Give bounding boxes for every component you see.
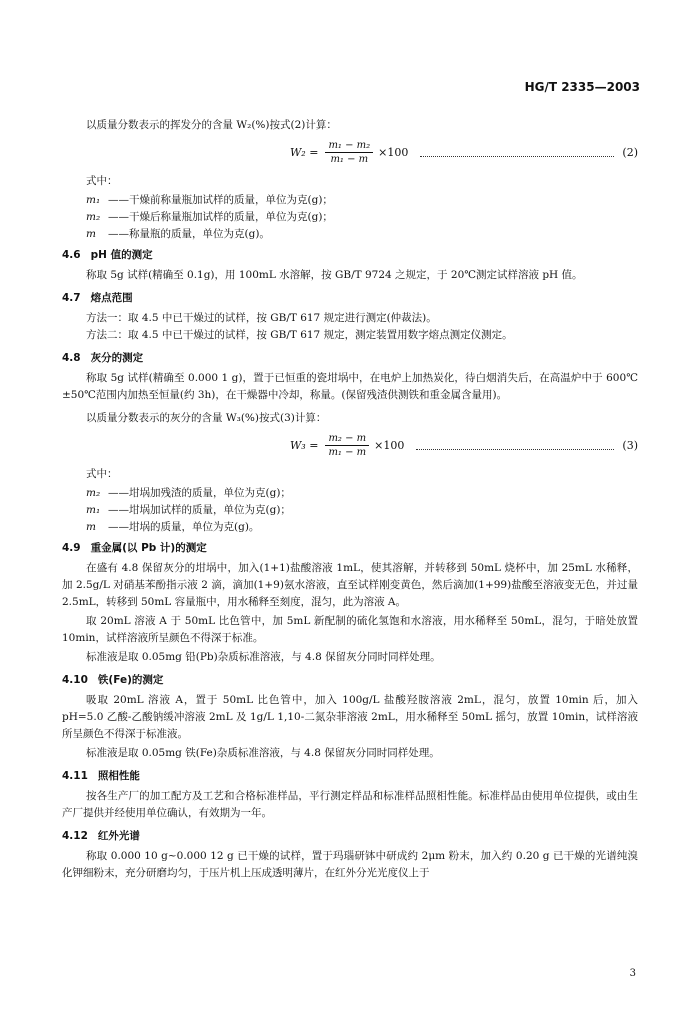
var-list xyxy=(86,485,638,536)
ash-intro: 以质量分数表示的灰分的含量 W₃(%)按式(3)计算： xyxy=(86,412,327,424)
section-title: 铁(Fe)的测定 xyxy=(97,674,164,686)
var-desc: ——坩埚的质量，单位为克(g)。 xyxy=(108,521,260,533)
formula-2-numerator: m₁ − m₂ xyxy=(325,140,373,153)
section-heading xyxy=(62,350,638,366)
var-item xyxy=(86,226,638,243)
formula-2-number: (2) xyxy=(622,146,638,159)
var-desc: ——坩埚加残渣的质量，单位为克(g)； xyxy=(108,487,291,499)
section-title: pH 值的测定 xyxy=(90,249,153,261)
section-number: 4.12 xyxy=(62,830,88,842)
var-symbol: m₁ xyxy=(86,504,101,516)
formula-3-number: (3) xyxy=(622,439,638,452)
page-number: 3 xyxy=(629,968,636,979)
leader-dots xyxy=(420,148,614,157)
formula-2 xyxy=(62,140,638,165)
section-heading xyxy=(62,672,638,688)
var-list xyxy=(86,192,638,243)
var-desc: ——称量瓶的质量，单位为克(g)。 xyxy=(108,228,270,240)
var-item xyxy=(86,209,638,226)
var-item xyxy=(86,485,638,502)
formula-3 xyxy=(62,433,638,458)
section-title: 红外光谱 xyxy=(97,830,140,842)
var-desc: ——干燥前称量瓶加试样的质量，单位为克(g)； xyxy=(108,194,333,206)
var-item xyxy=(86,192,638,209)
var-symbol: m₁ xyxy=(86,194,101,206)
paragraph: 标准液是取 0.05mg 铁(Fe)杂质标准溶液，与 4.8 保留灰分同时同样处理。 xyxy=(86,747,440,759)
formula-2-lhs: W₂ = xyxy=(290,146,319,159)
standard-code: HG/T 2335—2003 xyxy=(524,80,640,94)
section-heading xyxy=(62,828,638,844)
section-number: 4.6 xyxy=(62,249,81,261)
paragraph: 按各生产厂的加工配方及工艺和合格标准样品，平行测定样品和标准样品照相性能。标准样品由使用单位提供，或由生产厂提供并经使用单位确认，有效期为一年。 xyxy=(62,790,638,819)
page-body xyxy=(62,117,638,888)
section-number: 4.11 xyxy=(62,770,88,782)
var-item xyxy=(86,502,638,519)
var-symbol: m₂ xyxy=(86,487,101,499)
var-symbol: m xyxy=(86,521,96,533)
var-desc: ——干燥后称量瓶加试样的质量，单位为克(g)； xyxy=(108,211,333,223)
formula-2-denominator: m₁ − m xyxy=(330,154,369,165)
section-title: 照相性能 xyxy=(97,770,140,782)
formula-3-fraction xyxy=(325,433,369,458)
section-number: 4.9 xyxy=(62,542,81,554)
section-number: 4.7 xyxy=(62,292,81,304)
volatile-intro: 以质量分数表示的挥发分的含量 W₂(%)按式(2)计算： xyxy=(86,119,337,131)
var-symbol: m₂ xyxy=(86,211,101,223)
section-number: 4.8 xyxy=(62,352,81,364)
formula-3-lhs: W₃ = xyxy=(290,439,319,452)
paragraph: 标准液是取 0.05mg 铅(Pb)杂质标准溶液，与 4.8 保留灰分同时同样处理。 xyxy=(86,651,441,663)
paragraph: 称取 5g 试样(精确至 0.1g)，用 100mL 水溶解，按 GB/T 9724 之规定，于 20℃测定试样溶液 pH 值。 xyxy=(86,269,583,281)
paragraph: 吸取 20mL 溶液 A，置于 50mL 比色管中，加入 100g/L 盐酸羟胺溶液 2mL，混匀，放置 10min 后，加入 pH=5.0 乙酸-乙酸钠缓冲溶液 2mL 及 1g/L 1,10-二氮杂菲溶液 2mL，用水稀释至 50mL 摇匀，放置 10min，试样溶液所呈颜色不得深于标准液。 xyxy=(62,694,638,740)
section-heading xyxy=(62,540,638,556)
paragraph: 称取 0.000 10 g~0.000 12 g 已干燥的试样，置于玛瑙研钵中研成约 2μm 粉末，加入约 0.20 g 已干燥的光谱纯溴化钾细粉末，充分研磨均匀，于压片机上压成透明薄片，在红外分光光度仪上于 xyxy=(62,850,638,879)
section-heading xyxy=(62,290,638,306)
paragraph: 称取 5g 试样(精确至 0.000 1 g)，置于已恒重的瓷坩埚中，在电炉上加热炭化，待白烟消失后，在高温炉中于 600℃±50℃范围内加热至恒量(约 3h)，在干燥器中冷却，称量。(保留残渣供测铁和重金属含量用)。 xyxy=(62,372,638,401)
where-label: 式中： xyxy=(86,468,118,480)
formula-2-multiplier: ×100 xyxy=(378,146,409,159)
var-desc: ——坩埚加试样的质量，单位为克(g)； xyxy=(108,504,291,516)
section-heading xyxy=(62,247,638,263)
formula-3-denominator: m₁ − m xyxy=(328,447,367,458)
paragraph: 在盛有 4.8 保留灰分的坩埚中，加入(1+1)盐酸溶液 1mL，使其溶解，并转移到 50mL 烧杯中，加 25mL 水稀释，加 2.5g/L 对硝基苯酚指示液 2 滴，滴加(1+9)氨水溶液，直至试样刚变黄色，然后滴加(1+99)盐酸至溶液变无色，并过量 2.5mL，转移到 50mL 容量瓶中，用水稀释至刻度，混匀，此为溶液 A。 xyxy=(62,562,638,608)
paragraph: 取 20mL 溶液 A 于 50mL 比色管中，加 5mL 新配制的硫化氢饱和水溶液，用水稀释至 50mL，混匀，于暗处放置 10min，试样溶液所呈颜色不得深于标准。 xyxy=(62,615,638,644)
section-title: 重金属(以 Pb 计)的测定 xyxy=(90,542,207,554)
section-title: 灰分的测定 xyxy=(90,352,144,364)
section-title: 熔点范围 xyxy=(90,292,133,304)
leader-dots xyxy=(416,441,614,450)
var-item xyxy=(86,519,638,536)
var-symbol: m xyxy=(86,228,96,240)
formula-3-numerator: m₂ − m xyxy=(325,433,369,446)
formula-2-fraction xyxy=(325,140,373,165)
paragraph: 方法二：取 4.5 中已干燥过的试样，按 GB/T 617 规定，测定装置用数字熔点测定仪测定。 xyxy=(86,329,513,341)
formula-3-multiplier: ×100 xyxy=(374,439,405,452)
section-heading xyxy=(62,768,638,784)
section-number: 4.10 xyxy=(62,674,88,686)
where-label: 式中： xyxy=(86,175,118,187)
paragraph: 方法一：取 4.5 中已干燥过的试样，按 GB/T 617 规定进行测定(仲裁法)。 xyxy=(86,312,437,324)
